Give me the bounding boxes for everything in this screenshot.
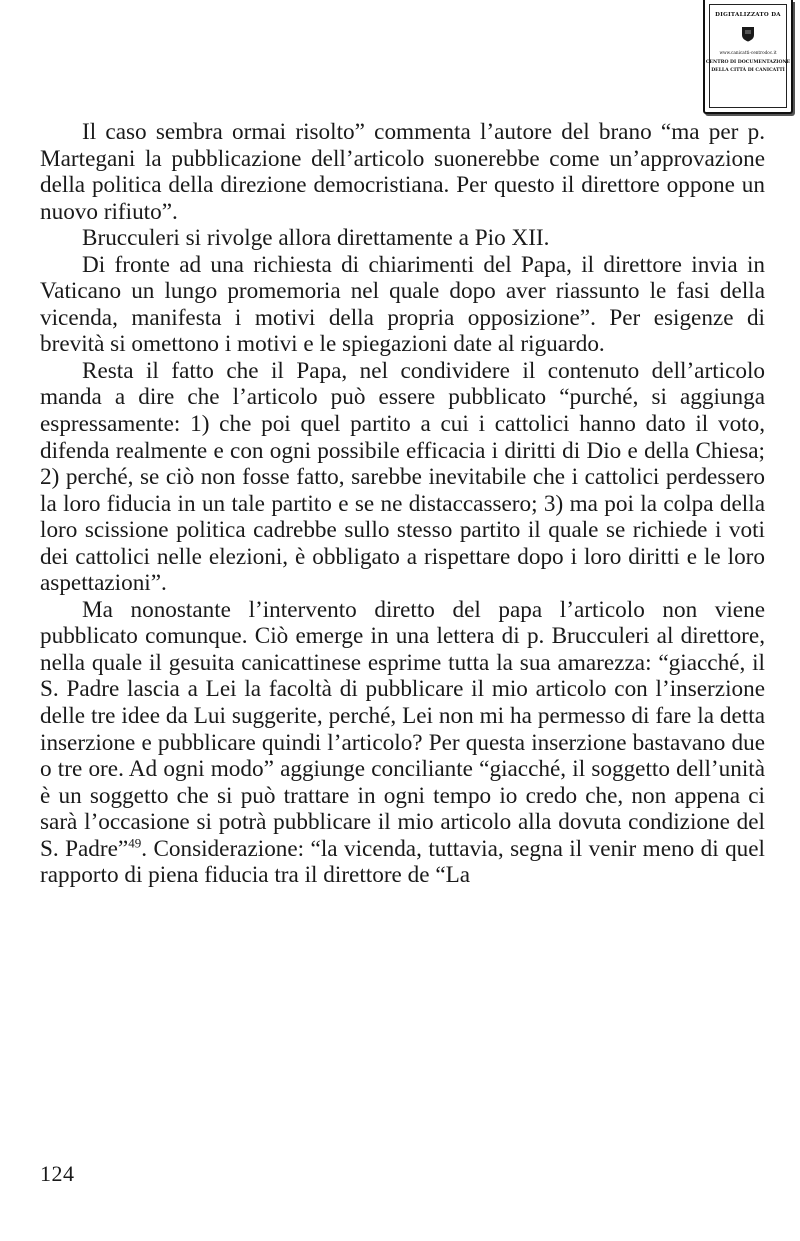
- stamp-heading: DIGITALIZZATO DA: [715, 12, 781, 18]
- coat-of-arms-icon: [741, 26, 755, 42]
- stamp-city: DELLA CITTÀ DI CANICATTÌ: [711, 68, 785, 73]
- page-number: 124: [40, 1161, 75, 1186]
- paragraph: Il caso sembra ormai risolto” commenta l’autore del brano “ma per p. Martegani la pubblicazione dell’articolo suonerebbe come un’approvazione della politica della direzione democristiana. Per questo il direttore oppone un nuovo rifiuto”.: [40, 119, 765, 225]
- paragraph: Brucculeri si rivolge allora direttamente a Pio XII.: [82, 225, 550, 252]
- page-body: [40, 119, 765, 889]
- stamp-website: www.canicatti-centrodoc.it: [719, 50, 777, 55]
- paragraph: Resta il fatto che il Papa, nel condividere il contenuto dell’articolo manda a dire che l’articolo può essere pubblicato “purché, si aggiunga espressamente: 1) che poi quel partito a cui i cattolici hanno dato il voto, difenda realmente e con ogni possibile efficacia i diritti di Dio e della Chiesa; 2) perché, se ciò non fosse fatto, sarebbe inevitabile che i cattolici perdessero la loro fiducia in un tale partito e se ne distaccassero; 3) ma poi la colpa della loro scissione politica cadrebbe sullo stesso partito il quale se richiede i voti dei cattolici nelle elezioni, è obbligato a rispettare dopo i loro diritti e le loro aspettazioni”.: [40, 357, 765, 597]
- paragraph: [40, 597, 765, 889]
- digitization-stamp: [703, 0, 793, 114]
- paragraph-text: . Considerazione: “la vicenda, tuttavia, segna il venir meno di quel rapporto di piena fiducia tra il direttore de “La: [40, 835, 766, 889]
- paragraph-text: Ma nonostante l’intervento diretto del papa l’articolo non viene pubblicato comunque. Ciò emerge in una lettera di p. Brucculeri al direttore, nella quale il gesuita canicattinese esprime tutta la sua amarezza: “giacché, il S. Padre lascia a Lei la facoltà di pubblicare il mio articolo con l’inserzione delle tre idee da Lui suggerite, perché, Lei non mi ha permesso di fare la detta inserzione e pubblicare quindi l’articolo? Per questa inserzione bastavano due o tre ore. Ad ogni modo” aggiunge conciliante “giacché, il soggetto dell’unità è un soggetto che si può trattare in ogni tempo io credo che, non appena ci sarà l’occasione si potrà pubblicare il mio articolo alla dovuta condizione del S. Padre”: [40, 596, 765, 862]
- paragraph: Di fronte ad una richiesta di chiarimenti del Papa, il direttore invia in Vaticano un lungo promemoria nel quale dopo aver riassunto le fasi della vicenda, manifesta i motivi della propria opposizione”. Per esigenze di brevità si omettono i motivi e le spiegazioni date al riguardo.: [40, 251, 765, 358]
- stamp-frame: [705, 4, 791, 108]
- stamp-institution: CENTRO DI DOCUMENTAZIONE: [705, 60, 791, 65]
- footnote-reference: 49: [128, 835, 142, 851]
